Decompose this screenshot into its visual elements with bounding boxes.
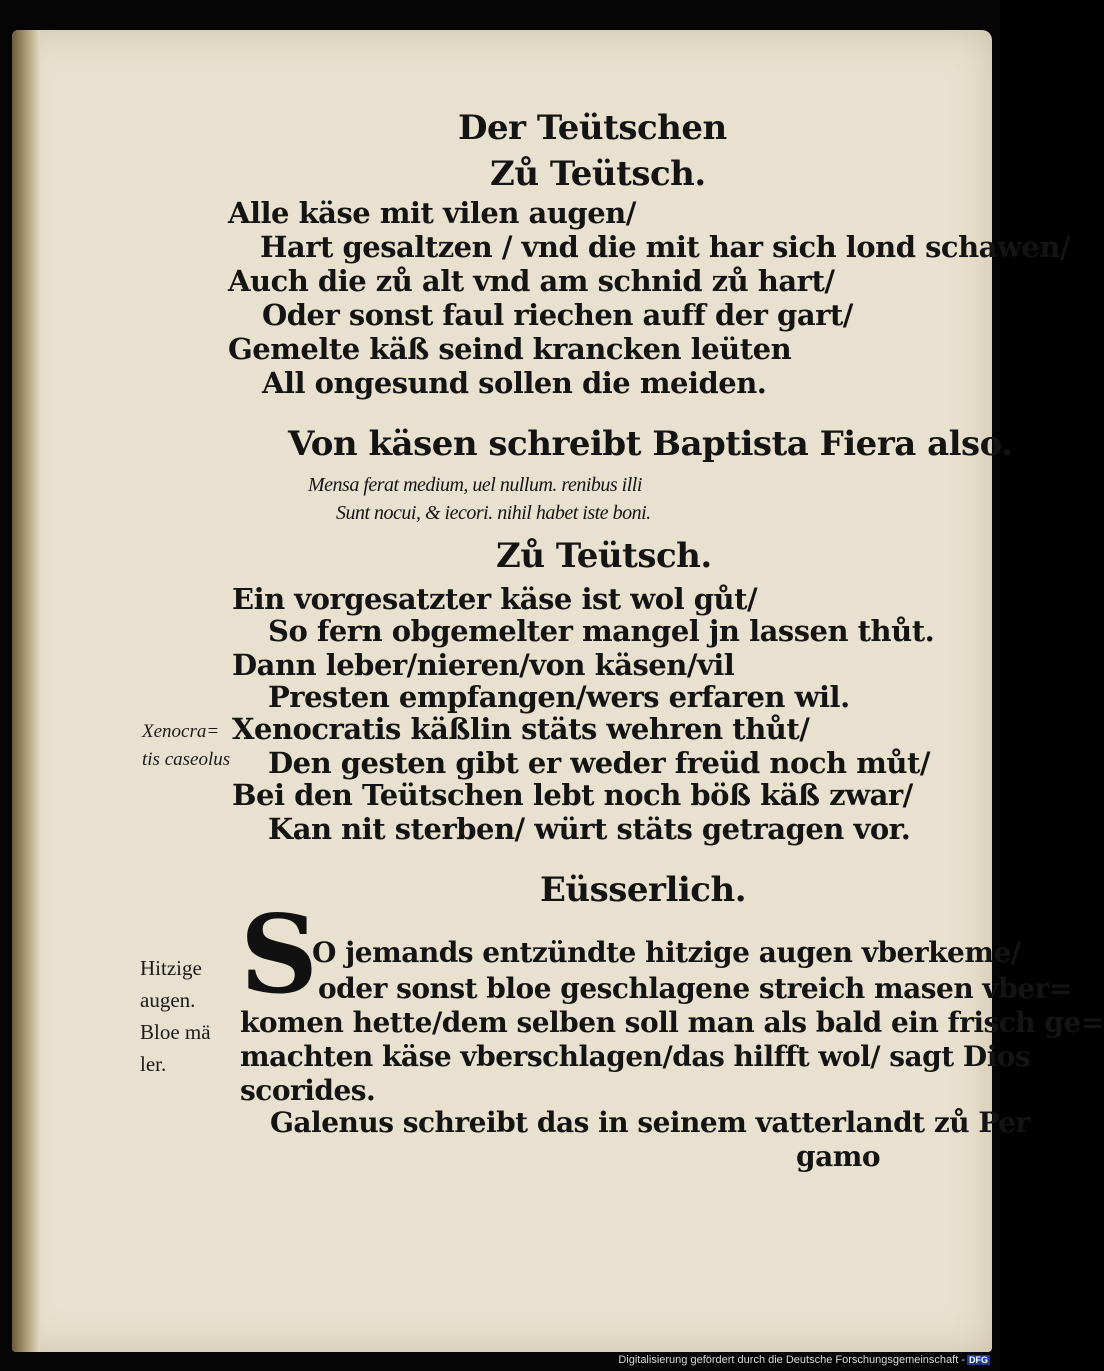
verse2-line-1: Ein vorgesatzter käse ist wol gůt/ <box>232 582 758 616</box>
verse1-line-4: Oder sonst faul riechen auff der gart/ <box>262 298 853 332</box>
prose-line-2: oder sonst bloe geschlagene streich masen vber= <box>318 972 1072 1005</box>
margin-note-hitzige <box>140 952 211 1080</box>
margin-note-hitzige-line-4: ler. <box>140 1052 167 1076</box>
margin-note-xenocratis <box>142 718 230 774</box>
verse2-line-6: Den gesten gibt er weder freüd noch můt/ <box>268 746 930 780</box>
prose-line-7: gamo <box>796 1140 881 1173</box>
footer-credit <box>618 1354 990 1366</box>
verse2-line-8: Kan nit sterben/ würt stäts getragen vor. <box>268 812 911 846</box>
prose-line-1: O jemands entzündte hitzige augen vberkeme/ <box>312 936 1021 969</box>
verse2-line-5: Xenocratis käßlin stäts wehren thůt/ <box>232 712 810 746</box>
margin-note-xenocratis-line-1: Xenocra= <box>142 721 220 742</box>
prose-line-3: komen hette/dem selben soll man als bald ein frisch ge= <box>240 1006 1104 1039</box>
margin-note-xenocratis-line-2: tis caseolus <box>142 749 231 770</box>
verse1-line-1: Alle käse mit vilen augen/ <box>228 196 636 230</box>
margin-note-hitzige-line-2: augen. <box>140 988 196 1012</box>
verse1-line-3: Auch die zů alt vnd am schnid zů hart/ <box>228 264 835 298</box>
page-edge <box>12 30 40 1352</box>
margin-note-hitzige-line-1: Hitzige <box>140 956 202 980</box>
prose-line-4: machten käse vberschlagen/das hilfft wol/ sagt Dios <box>240 1040 1031 1073</box>
latin-line-1: Mensa ferat medium, uel nullum. renibus illi <box>308 474 642 496</box>
verse2-line-3: Dann leber/nieren/von käsen/vil <box>232 648 735 682</box>
verse2-line-7: Bei den Teütschen lebt noch böß käß zwar/ <box>232 778 913 812</box>
verse1-line-2: Hart gesaltzen / vnd die mit har sich lond schawen/ <box>260 230 1071 264</box>
verse1-line-5: Gemelte käß seind krancken leüten <box>228 332 792 366</box>
heading-zu-teutsch-1: Zů Teütsch. <box>490 154 706 194</box>
heading-von-kasen: Von käsen schreibt Baptista Fiera also. <box>288 424 1013 464</box>
dfg-logo: DFG <box>969 1355 988 1365</box>
prose-line-5: scorides. <box>240 1074 376 1107</box>
heading-zu-teutsch-2: Zů Teütsch. <box>496 536 712 576</box>
prose-line-6: Galenus schreibt das in seinem vatterlandt zů Per <box>270 1106 1030 1139</box>
verse2-line-2: So fern obgemelter mangel jn lassen thůt. <box>268 614 935 648</box>
verse2-line-4: Presten empfangen/wers erfaren wil. <box>268 680 850 714</box>
footer-text: Digitalisierung gefördert durch die Deutsche Forschungsgemeinschaft - <box>618 1354 965 1366</box>
drop-initial: S <box>240 892 318 1018</box>
margin-note-hitzige-line-3: Bloe mä <box>140 1020 211 1044</box>
latin-line-2: Sunt nocui, & iecori. nihil habet iste boni. <box>336 502 651 524</box>
verse1-line-6: All ongesund sollen die meiden. <box>262 366 767 400</box>
heading-eusserlich: Eüsserlich. <box>540 870 747 910</box>
heading-der-teutschen: Der Teütschen <box>458 108 727 148</box>
